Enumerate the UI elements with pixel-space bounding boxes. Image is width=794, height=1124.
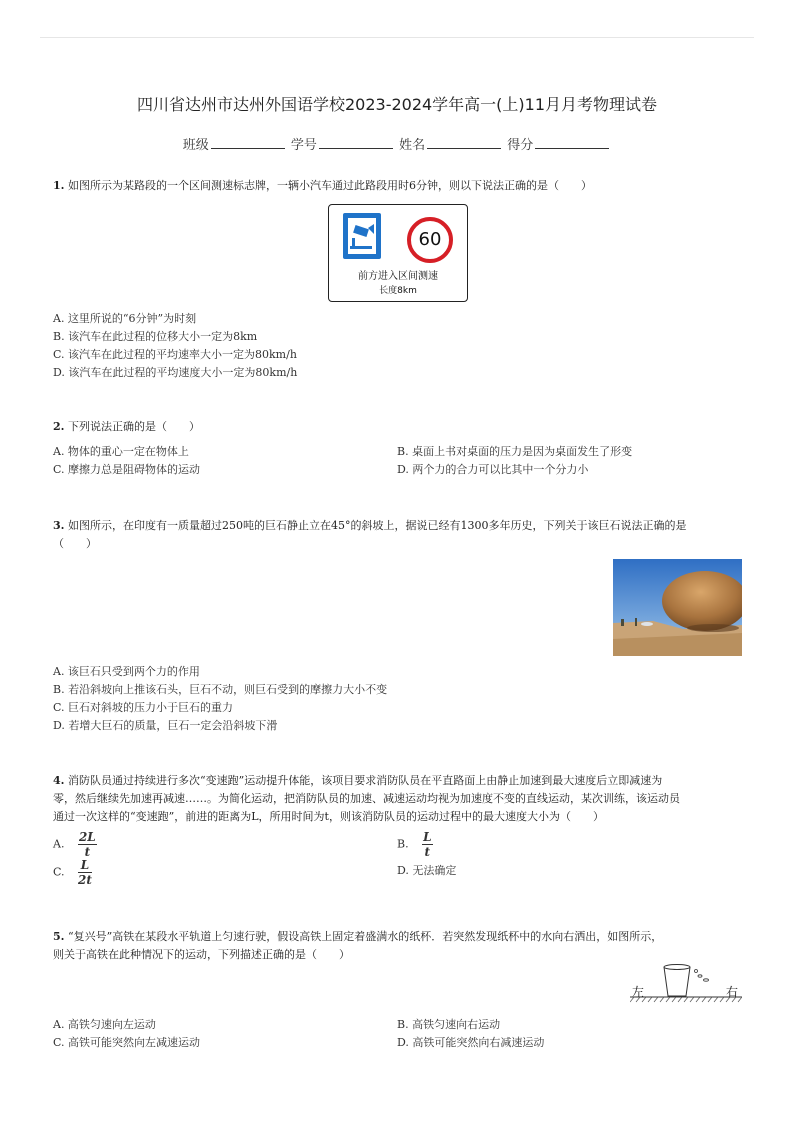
numerator: L bbox=[423, 830, 432, 844]
question-3-stem bbox=[53, 516, 753, 536]
fraction bbox=[422, 830, 432, 859]
question-5-stem-cont: 则关于高铁在此种情况下的运动，下列描述正确的是（ ） bbox=[53, 948, 350, 961]
question-4-option-a[interactable] bbox=[53, 830, 97, 859]
question-2-option-b[interactable]: B. 桌面上书对桌面的压力是因为桌面发生了形变 bbox=[397, 445, 633, 458]
question-3-option-a[interactable]: A. 该巨石只受到两个力的作用 bbox=[53, 665, 200, 678]
speed-zone-sign bbox=[328, 204, 468, 302]
numerator: L bbox=[78, 858, 92, 873]
name-blank[interactable] bbox=[427, 136, 501, 149]
question-2-stem bbox=[53, 417, 753, 437]
question-number: 3. bbox=[53, 519, 65, 532]
question-number: 2. bbox=[53, 420, 65, 433]
question-1-stem bbox=[53, 176, 753, 196]
cup-on-train-figure bbox=[630, 962, 742, 1004]
id-blank[interactable] bbox=[319, 136, 393, 149]
question-1-option-c[interactable]: C. 该汽车在此过程的平均速率大小一定为80km/h bbox=[53, 348, 297, 361]
question-1-option-b[interactable]: B. 该汽车在此过程的位移大小一定为8km bbox=[53, 330, 258, 343]
option-label: D. bbox=[397, 864, 409, 877]
question-3-option-c[interactable]: C. 巨石对斜坡的压力小于巨石的重力 bbox=[53, 701, 234, 714]
question-text: “复兴号”高铁在某段水平轨道上匀速行驶，假设高铁上固定着盛满水的纸杯．若突然发现纸杯中的水向右洒出，如图所示， bbox=[67, 930, 663, 943]
question-number: 5. bbox=[53, 930, 65, 943]
id-label: 学号 bbox=[290, 138, 317, 153]
question-number: 1. bbox=[53, 179, 65, 192]
question-text: 如图所示，在印度有一质量超过250吨的巨石静止立在45°的斜坡上，据说已经有1300多年历史，下列关于该巨石说法正确的是 bbox=[67, 519, 687, 532]
question-number: 4. bbox=[53, 774, 65, 787]
question-3-option-b[interactable]: B. 若沿斜坡向上推该石头，巨石不动，则巨石受到的摩擦力大小不变 bbox=[53, 683, 388, 696]
question-4-stem-cont2: 通过一次这样的“变速跑”，前进的距离为L，所用时间为t，则该消防队员的运动过程中的最大速度大小为（ ） bbox=[53, 810, 604, 823]
speed-camera-icon bbox=[343, 213, 381, 259]
balanced-rock-photo bbox=[613, 559, 742, 656]
question-4-option-c[interactable] bbox=[53, 858, 92, 887]
question-2-option-a[interactable]: A. 物体的重心一定在物体上 bbox=[53, 445, 189, 458]
fraction bbox=[78, 858, 92, 887]
header-rule bbox=[40, 37, 754, 38]
question-3-stem-cont: （ ） bbox=[53, 537, 97, 550]
sign-caption-line1: 前方进入区间测速 bbox=[358, 271, 438, 282]
denominator: 2t bbox=[78, 873, 92, 887]
class-label: 班级 bbox=[182, 138, 209, 153]
question-1-option-a[interactable]: A. 这里所说的“6分钟”为时刻 bbox=[53, 312, 197, 325]
fraction bbox=[78, 830, 97, 859]
question-5-option-d[interactable]: D. 高铁可能突然向右减速运动 bbox=[397, 1036, 545, 1049]
option-label: A. bbox=[53, 837, 65, 851]
page-title: 四川省达州市达州外国语学校2023-2024学年高一(上)11月月考物理试卷 bbox=[136, 95, 658, 114]
question-text: 如图所示为某路段的一个区间测速标志牌，一辆小汽车通过此路段用时6分钟，则以下说法正确的是（ ） bbox=[67, 179, 592, 192]
denominator: t bbox=[424, 845, 431, 859]
question-text: 消防队员通过持续进行多次“变速跑”运动提升体能，该项目要求消防队员在平直路面上由静止加速到最大速度后立即减速为 bbox=[67, 774, 663, 787]
option-label: C. bbox=[53, 865, 65, 879]
question-1-option-d[interactable]: D. 该汽车在此过程的平均速度大小一定为80km/h bbox=[53, 366, 298, 379]
left-direction-label: 左 bbox=[632, 985, 645, 999]
denominator: t bbox=[84, 845, 91, 859]
sign-caption-line2: 长度8km bbox=[379, 286, 417, 296]
question-4-option-d[interactable] bbox=[397, 862, 456, 880]
question-5-option-a[interactable]: A. 高铁匀速向左运动 bbox=[53, 1018, 156, 1031]
right-direction-label: 右 bbox=[726, 985, 739, 999]
question-5-stem bbox=[53, 927, 753, 947]
option-text: 无法确定 bbox=[412, 864, 457, 877]
question-5-option-b[interactable]: B. 高铁匀速向右运动 bbox=[397, 1018, 501, 1031]
score-label: 得分 bbox=[507, 138, 534, 153]
question-4-option-b[interactable] bbox=[397, 830, 433, 859]
question-3-option-d[interactable]: D. 若增大巨石的质量，巨石一定会沿斜坡下滑 bbox=[53, 719, 278, 732]
option-label: B. bbox=[397, 837, 409, 851]
question-2-option-c[interactable]: C. 摩擦力总是阻碍物体的运动 bbox=[53, 463, 201, 476]
score-blank[interactable] bbox=[535, 136, 609, 149]
class-blank[interactable] bbox=[211, 136, 285, 149]
student-info-line bbox=[0, 134, 794, 153]
question-4-stem-cont: 零，然后继续先加速再减速……。为简化运动，把消防队员的加速、减速运动均视为加速度不变的直线运动，某次训练，该运动员 bbox=[53, 792, 680, 805]
question-text: 下列说法正确的是（ ） bbox=[67, 420, 200, 433]
speed-limit-sign: 60 bbox=[407, 217, 453, 263]
name-label: 姓名 bbox=[399, 138, 426, 153]
question-4-stem bbox=[53, 771, 753, 791]
question-5-option-c[interactable]: C. 高铁可能突然向左减速运动 bbox=[53, 1036, 201, 1049]
numerator: 2L bbox=[78, 830, 96, 844]
question-2-option-d[interactable]: D. 两个力的合力可以比其中一个分力小 bbox=[397, 463, 589, 476]
